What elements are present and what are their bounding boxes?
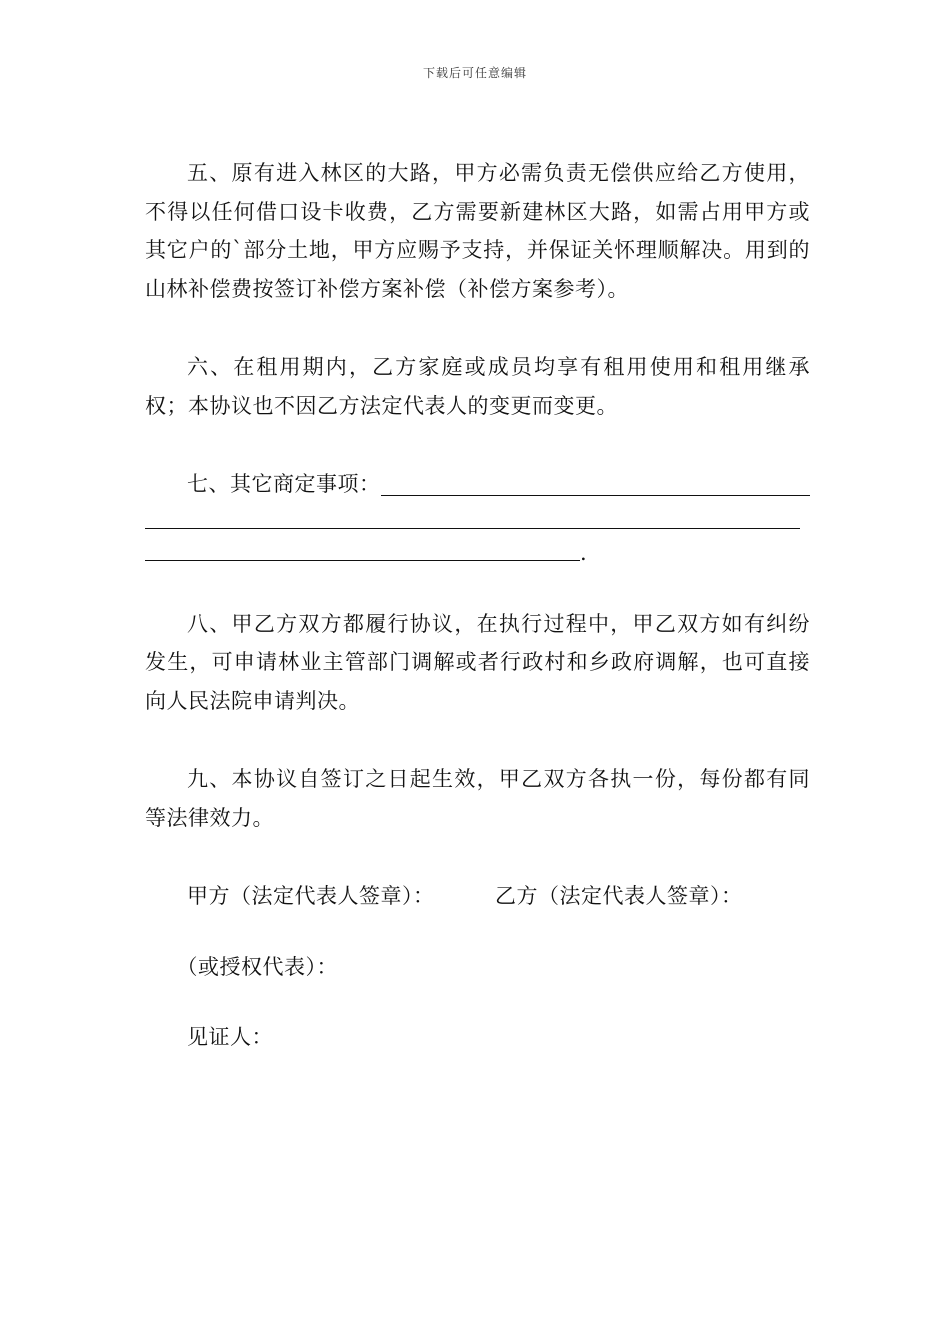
authorized-representative: （或授权代表）： xyxy=(176,954,338,979)
document-body xyxy=(145,154,810,1089)
party-a-signature: 甲方（法定代表人签章）： xyxy=(187,884,435,908)
party-b-signature: 乙方（法定代表人签章）： xyxy=(495,884,743,908)
clause-9: 九、本协议自签订之日起生效，甲乙双方各执一份，每份都有同等法律效力。 xyxy=(145,767,810,830)
clause-6: 六、在租用期内，乙方家庭或成员均享有租用使用和租用继承权；本协议也不因乙方法定代表人的变更而变更。 xyxy=(145,355,810,418)
clause-7 xyxy=(145,465,810,565)
clause-5: 五、原有进入林区的大路，甲方必需负责无偿供应给乙方使用，不得以任何借口设卡收费，乙方需要新建林区大路，如需占用甲方或其它户的`部分土地，甲方应赐予支持，并保证关怀理顺解决。用到的山林补偿费按签订补偿方案补偿（补偿方案参考）。 xyxy=(145,161,810,301)
clause-7-label: 七、其它商定事项： xyxy=(187,472,381,496)
clause-7-blank-2[interactable] xyxy=(145,504,800,529)
clause-8: 八、甲乙方双方都履行协议，在执行过程中，甲乙双方如有纠纷发生，可申请林业主管部门调解或者行政村和乡政府调解，也可直接向人民法院申请判决。 xyxy=(145,611,810,713)
clause-7-last-line xyxy=(145,529,810,565)
witness: 见证人： xyxy=(187,1025,273,1049)
signature-row xyxy=(145,877,810,916)
clause-7-blank-1[interactable] xyxy=(381,469,811,496)
page-header: 下载后可任意编辑 xyxy=(422,66,527,80)
clause-7-first-line xyxy=(145,465,810,504)
clause-7-blank-3[interactable] xyxy=(145,534,580,561)
clause-7-period: . xyxy=(580,540,587,565)
